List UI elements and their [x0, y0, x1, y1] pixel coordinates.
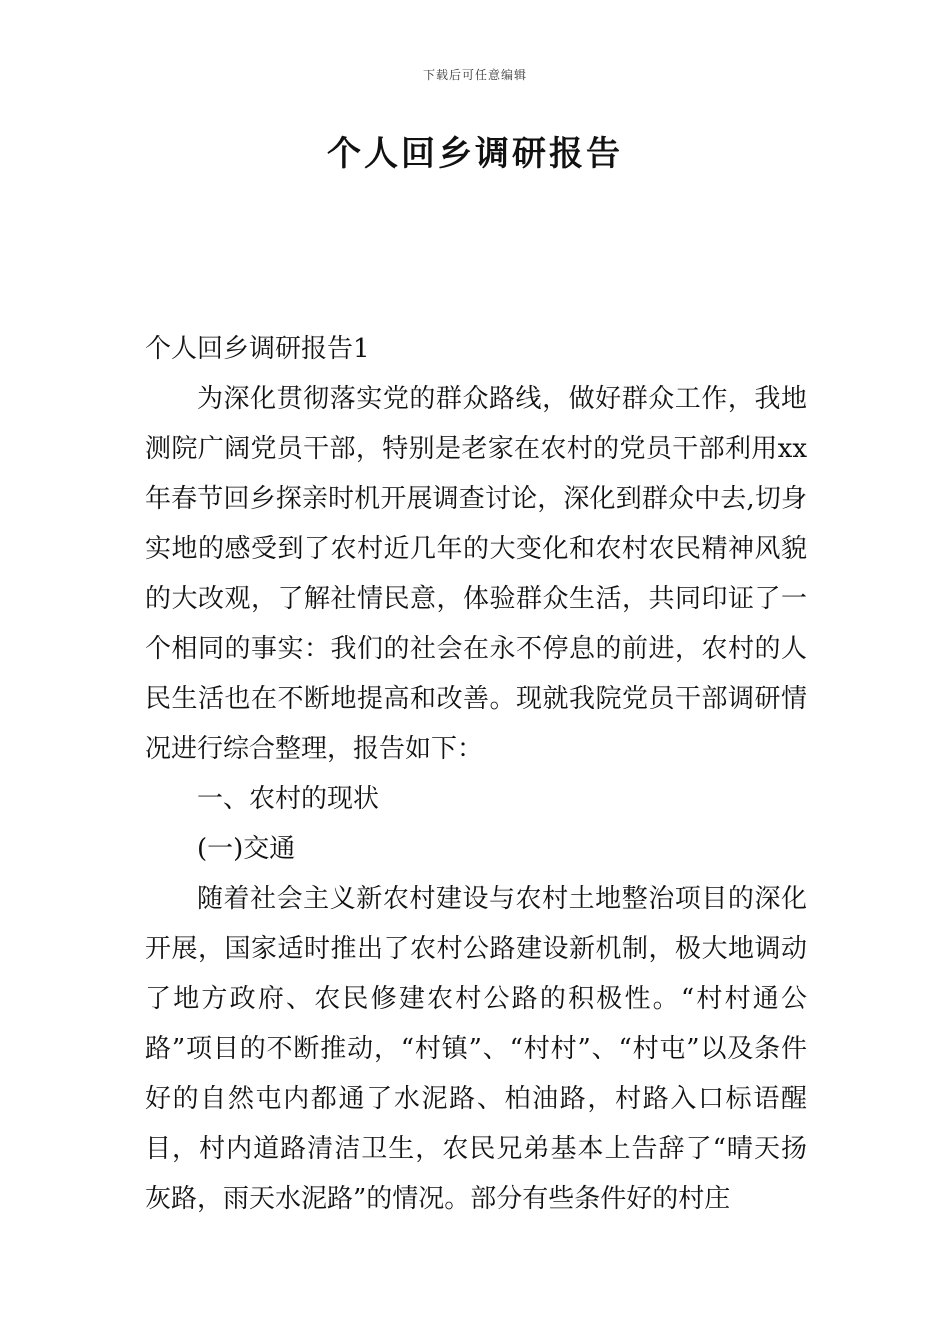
paragraph-intro: 为深化贯彻落实党的群众路线，做好群众工作，我地测院广阔党员干部，特别是老家在农村的党员干部利用xx年春节回乡探亲时机开展调查讨论，深化到群众中去,切身实地的感受到了农村近几年的大变化和农村农民精神风貌的大改观，了解社情民意，体验群众生活，共同印证了一个相同的事实：我们的社会在永不停息的前进，农村的人民生活也在不断地提高和改善。现就我院党员干部调研情况进行综合整理，报告如下：: [145, 384, 807, 764]
header-note: 下载后可任意编辑: [422, 68, 527, 82]
section-heading: 个人回乡调研报告1: [145, 334, 370, 364]
document-body: [145, 324, 807, 1224]
subheading-transport: (一)交通: [197, 834, 296, 864]
subheading-rural-status: 一、农村的现状: [197, 784, 380, 814]
document-title: 个人回乡调研报告: [327, 134, 623, 174]
paragraph-transport: 随着社会主义新农村建设与农村土地整治项目的深化开展，国家适时推出了农村公路建设新机制，极大地调动了地方政府、农民修建农村公路的积极性。“村村通公路”项目的不断推动，“村镇”、“村村”、“村屯”以及条件好的自然屯内都通了水泥路、柏油路，村路入口标语醒目，村内道路清洁卫生，农民兄弟基本上告辞了“晴天扬灰路，雨天水泥路”的情况。部分有些条件好的村庄: [145, 884, 807, 1214]
